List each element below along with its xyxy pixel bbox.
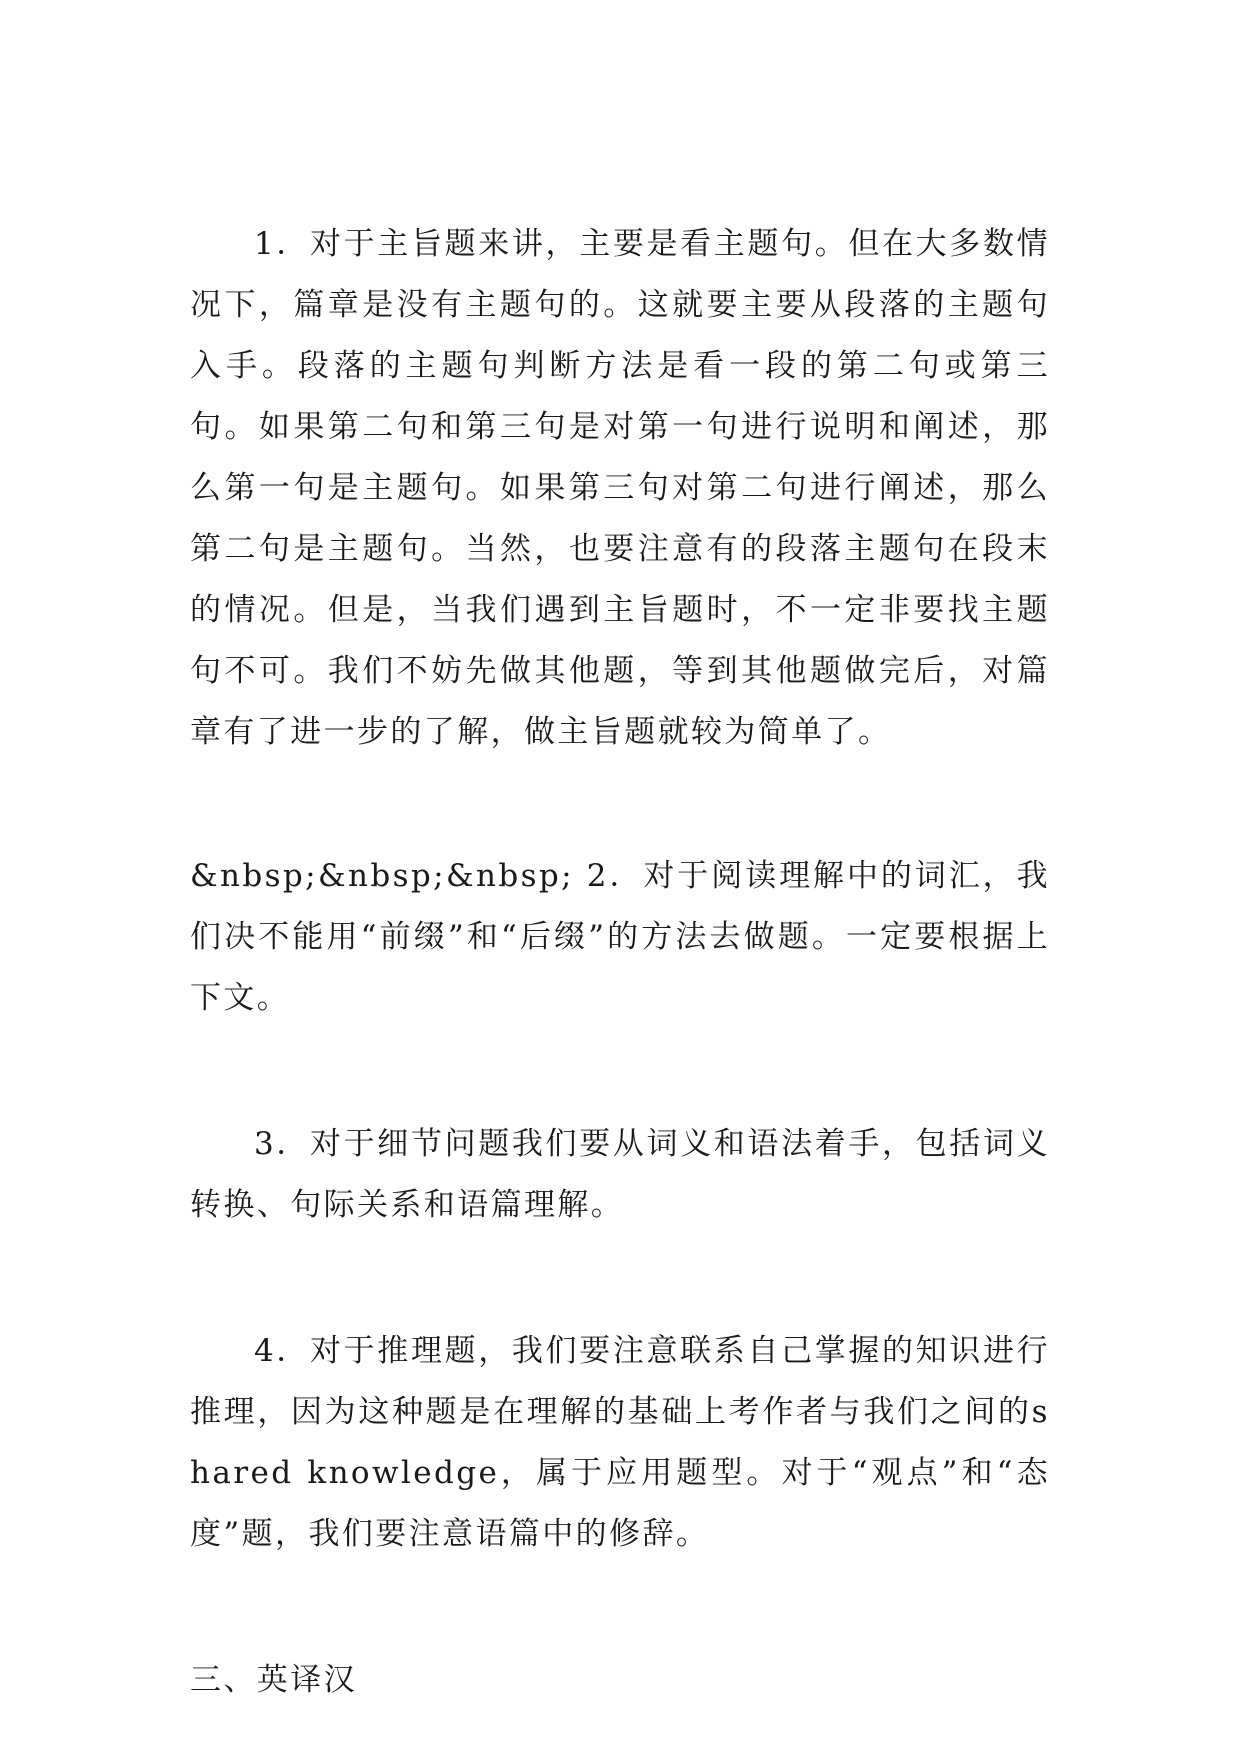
paragraph-main-idea: 1．对于主旨题来讲，主要是看主题句。但在大多数情况下，篇章是没有主题句的。这就要主要从段落的主题句入手。段落的主题句判断方法是看一段的第二句或第三句。如果第二句和第三句是对第一句进行说明和阐述，那么第一句是主题句。如果第三句对第二句进行阐述，那么第二句是主题句。当然，也要注意有的段落主题句在段末的情况。但是，当我们遇到主旨题时，不一定非要找主题句不可。我们不妨先做其他题，等到其他题做完后，对篇章有了进一步的了解，做主旨题就较为简单了。 [190,226,1050,750]
paragraph-detail: 3．对于细节问题我们要从词义和语法着手，包括词义转换、句际关系和语篇理解。 [190,1126,1050,1223]
section-heading: 三、英译汉 [190,1662,357,1698]
paragraph-inference: 4．对于推理题，我们要注意联系自己掌握的知识进行推理，因为这种题是在理解的基础上考作者与我们之间的shared knowledge，属于应用题型。对于“观点”和“态度”题，我们要注意语篇中的修辞。 [190,1333,1050,1552]
document-page [190,214,1050,1711]
paragraph-vocabulary: &nbsp;&nbsp;&nbsp; 2．对于阅读理解中的词汇，我们决不能用“前缀”和“后缀”的方法去做题。一定要根据上下文。 [190,858,1050,1016]
